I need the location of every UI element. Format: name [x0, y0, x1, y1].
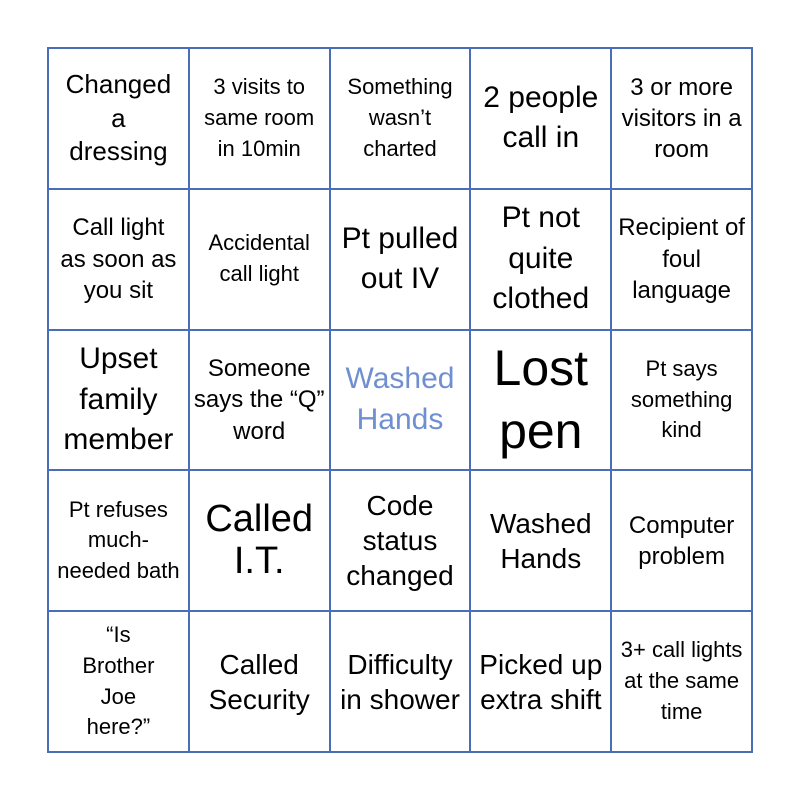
bingo-cell[interactable]: [48, 470, 189, 611]
cell-text: 3 or more visitors in a room: [621, 73, 742, 163]
free-space-text: Washed Hands: [345, 362, 455, 436]
cell-text: 2 people call in: [483, 80, 599, 155]
bingo-cell[interactable]: [48, 189, 189, 330]
cell-text: Someone says the “Q” word: [193, 355, 325, 445]
cell-text: 3+ call lights at the same time: [620, 637, 743, 724]
bingo-cell[interactable]: [611, 330, 752, 471]
bingo-cell[interactable]: [48, 611, 189, 752]
cell-text: Pt pulled out IV: [341, 221, 459, 296]
bingo-cell[interactable]: [48, 330, 189, 471]
cell-text: Computer problem: [628, 511, 735, 570]
bingo-cell[interactable]: [189, 189, 330, 330]
cell-text: Lost pen: [493, 340, 589, 459]
bingo-cell[interactable]: [470, 611, 611, 752]
bingo-cell[interactable]: [470, 189, 611, 330]
cell-text: Something wasn’t charted: [347, 74, 453, 161]
bingo-cell[interactable]: [189, 48, 330, 189]
bingo-cell[interactable]: [189, 470, 330, 611]
cell-text: “Is Brother Joe here?”: [82, 622, 155, 740]
cell-text: Picked up extra shift: [479, 648, 603, 715]
cell-text: Washed Hands: [489, 507, 592, 574]
cell-text: Pt says something kind: [630, 355, 733, 443]
bingo-cell[interactable]: [470, 330, 611, 471]
cell-text: Call light as soon as you sit: [60, 214, 177, 304]
cell-text: Changed a dressing: [65, 68, 172, 167]
bingo-cell[interactable]: [611, 189, 752, 330]
free-space-cell[interactable]: [330, 330, 471, 471]
cell-text: 3 visits to same room in 10min: [204, 74, 315, 161]
cell-text: Upset family member: [63, 342, 174, 457]
cell-text: Code status changed: [346, 490, 454, 592]
bingo-cell[interactable]: [330, 611, 471, 752]
cell-text: Accidental call light: [208, 230, 310, 287]
bingo-cell[interactable]: [330, 189, 471, 330]
cell-text: Pt refuses much-needed bath: [57, 496, 180, 584]
cell-text: Difficulty in shower: [340, 648, 460, 715]
cell-text: Pt not quite clothed: [492, 201, 590, 316]
cell-text: Recipient of foul language: [618, 214, 745, 304]
bingo-cell[interactable]: [48, 48, 189, 189]
bingo-cell[interactable]: [470, 470, 611, 611]
bingo-cell[interactable]: [330, 48, 471, 189]
bingo-cell[interactable]: [611, 48, 752, 189]
cell-text: Called Security: [208, 648, 310, 715]
bingo-cell[interactable]: [611, 470, 752, 611]
bingo-board: [47, 47, 753, 753]
bingo-cell[interactable]: [611, 611, 752, 752]
cell-text: Called I.T.: [205, 497, 314, 582]
bingo-cell[interactable]: [330, 470, 471, 611]
bingo-cell[interactable]: [189, 330, 330, 471]
bingo-cell[interactable]: [189, 611, 330, 752]
bingo-cell[interactable]: [470, 48, 611, 189]
